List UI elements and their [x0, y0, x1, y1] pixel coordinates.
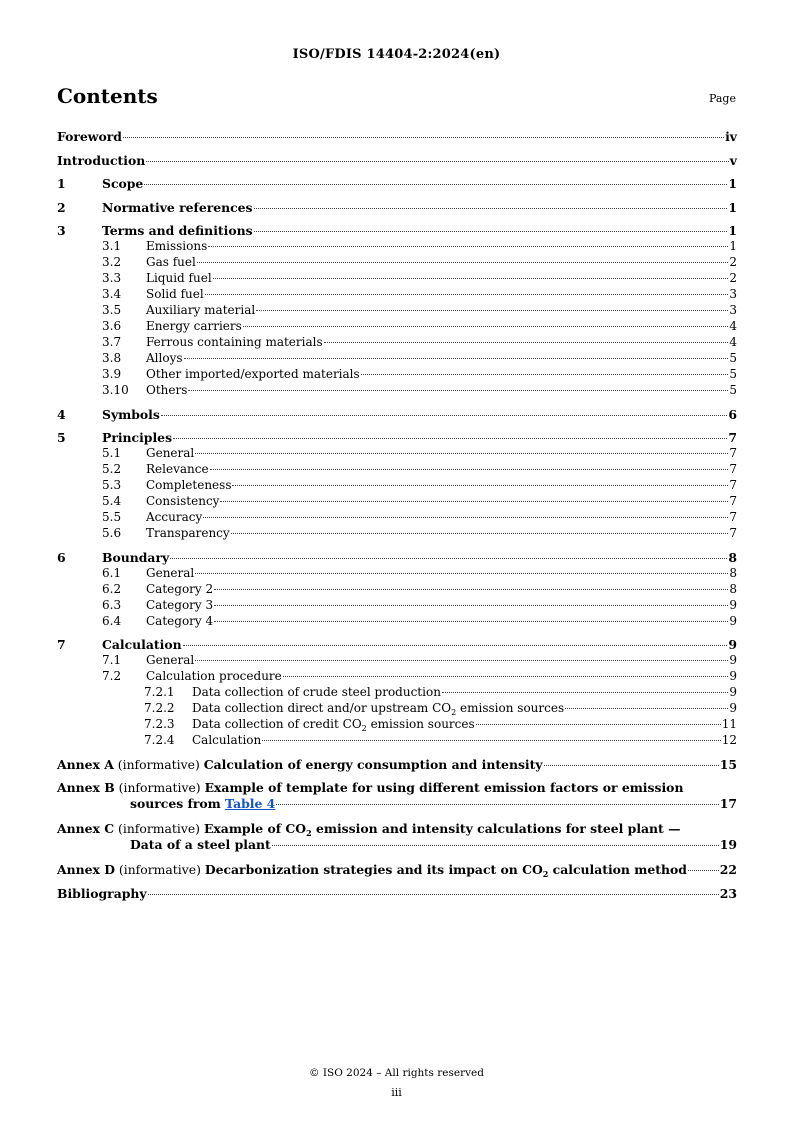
leader-dots [688, 870, 719, 871]
toc-page: 3 [729, 287, 737, 302]
leader-dots [213, 278, 729, 279]
toc-title [192, 701, 564, 716]
toc-page: 8 [728, 549, 737, 565]
leader-dots [565, 708, 728, 709]
toc-entry-7-2-2[interactable] [57, 701, 737, 717]
toc-page: 1 [728, 199, 737, 215]
toc-page: 7 [729, 462, 737, 477]
annex-label: Annex D [57, 862, 115, 878]
toc-title: Category 2 [146, 581, 214, 596]
subscript: 2 [361, 724, 367, 734]
leader-dots [262, 740, 720, 741]
annex-label: Annex B [57, 780, 115, 796]
toc-title: Energy carriers [146, 319, 242, 334]
leader-dots [195, 573, 728, 574]
leader-dots [232, 485, 728, 486]
toc-entry-5-5[interactable] [57, 510, 737, 526]
toc-page: 7 [729, 526, 737, 541]
toc-number: 1 [57, 176, 66, 192]
annex-type: (informative) [113, 756, 204, 772]
toc-page: 4 [729, 319, 737, 334]
toc-number: 7 [57, 637, 66, 653]
toc-entry-5-1[interactable] [57, 446, 737, 462]
toc-entry-7-1[interactable] [57, 653, 737, 669]
toc-page: 7 [729, 494, 737, 509]
toc-entry-principles[interactable] [57, 430, 737, 446]
annex-type: (informative) [114, 821, 204, 837]
annex-title: Calculation of energy consumption and intensity [203, 756, 543, 772]
leader-dots [220, 501, 728, 502]
toc-number: 5.2 [102, 462, 122, 477]
toc-title: Transparency [146, 526, 230, 541]
toc-title: Others [146, 383, 188, 398]
toc-title: Solid fuel [146, 287, 204, 302]
toc-page: v [729, 152, 737, 168]
toc-entry-5-2[interactable] [57, 462, 737, 478]
toc-title: Normative references [102, 199, 253, 215]
subscript: 2 [306, 828, 312, 839]
toc-number: 7.2 [102, 669, 122, 684]
annex-title-part: calculation method [548, 862, 687, 878]
leader-dots [231, 533, 729, 534]
toc-number: 6 [57, 549, 66, 565]
leader-dots [442, 692, 728, 693]
toc-number: 5.1 [102, 446, 122, 461]
toc-number: 3.3 [102, 271, 122, 286]
toc-page: 9 [728, 637, 737, 653]
annex-type: (informative) [114, 862, 205, 878]
toc-number: 4 [57, 406, 66, 422]
toc-entry-scope[interactable] [57, 176, 737, 200]
annex-label: Annex C [57, 821, 115, 837]
annex-title [204, 821, 681, 837]
toc-page: 17 [719, 796, 737, 812]
leader-dots [254, 208, 728, 209]
toc-number: 3 [57, 223, 66, 239]
toc-entry-3-3[interactable] [57, 271, 737, 287]
toc-page: 9 [729, 685, 737, 700]
toc-entry-normative-references[interactable] [57, 200, 737, 224]
leader-dots [361, 374, 729, 375]
leader-dots [161, 415, 728, 416]
page-column-label: Page [708, 92, 736, 105]
leader-dots [146, 161, 729, 162]
toc-page: 9 [729, 701, 737, 716]
toc-entry-6-3[interactable] [57, 598, 737, 614]
toc-number: 3.2 [102, 255, 122, 270]
copyright-notice: © ISO 2024 – All rights reserved [309, 1067, 484, 1079]
leader-dots [205, 294, 729, 295]
toc-page: 8 [729, 581, 737, 596]
toc-entry-bibliography[interactable] [57, 886, 737, 910]
toc-page: 8 [729, 565, 737, 580]
toc-title: Completeness [146, 478, 232, 493]
leader-dots [272, 845, 719, 846]
toc-title: Accuracy [146, 510, 203, 525]
toc-number: 5.4 [102, 494, 122, 509]
leader-dots [283, 676, 729, 677]
toc-entry-boundary[interactable] [57, 550, 737, 566]
toc-title-part: emission sources [366, 717, 475, 732]
toc-title: Scope [102, 176, 144, 192]
toc-title: Liquid fuel [146, 271, 212, 286]
toc-number: 7.2.2 [144, 701, 175, 716]
toc-entry-3-9[interactable] [57, 367, 737, 383]
toc-title [192, 717, 475, 732]
toc-entry-5-3[interactable] [57, 478, 737, 494]
table-4-link[interactable]: Table 4 [225, 796, 276, 812]
toc-number: 5 [57, 430, 66, 446]
annex-title-part: emission and intensity calculations for steel plant — [311, 821, 681, 837]
toc-entry-3-1[interactable] [57, 239, 737, 255]
subscript: 2 [451, 708, 457, 718]
leader-dots [173, 438, 727, 439]
leader-dots [208, 246, 728, 247]
toc-page: 7 [729, 446, 737, 461]
toc-page: 3 [729, 303, 737, 318]
toc-title: Foreword [57, 129, 122, 144]
toc-title: Other imported/exported materials [146, 367, 360, 382]
toc-entry-symbols[interactable] [57, 407, 737, 431]
toc-page: 12 [721, 733, 737, 748]
toc-entry-3-6[interactable] [57, 319, 737, 335]
toc-page: 5 [729, 367, 737, 382]
toc-entry-terms-and-definitions[interactable] [57, 223, 737, 239]
toc-title: Gas fuel [146, 255, 196, 270]
toc-entry-3-8[interactable] [57, 351, 737, 367]
leader-dots [170, 558, 727, 559]
annex-title-cont: Data of a steel plant [130, 837, 271, 853]
toc-number: 3.5 [102, 303, 122, 318]
toc-title: General [146, 446, 195, 461]
toc-number: 3.4 [102, 287, 122, 302]
leader-dots [197, 262, 729, 263]
toc-number: 5.5 [102, 510, 122, 525]
leader-dots [214, 621, 728, 622]
leader-dots [324, 342, 729, 343]
toc-page: 9 [729, 597, 737, 612]
leader-dots [183, 645, 728, 646]
toc-page: iv [725, 129, 737, 144]
leader-dots [184, 358, 729, 359]
toc-page: 4 [729, 335, 737, 350]
toc-number: 7.2.1 [144, 685, 175, 700]
leader-dots [123, 137, 724, 138]
toc-page: 6 [728, 406, 737, 422]
toc-page: 22 [719, 862, 737, 878]
contents-title: Contents [57, 84, 158, 108]
toc-entry-6-1[interactable] [57, 566, 737, 582]
leader-dots [256, 310, 728, 311]
toc-title: Category 3 [146, 597, 214, 612]
toc-entry-calculation[interactable] [57, 637, 737, 653]
toc-number: 2 [57, 199, 66, 215]
annex-title: Example of template for using different emission factors or emission [204, 780, 684, 796]
toc-entry-3-10[interactable] [57, 383, 737, 407]
toc-page: 7 [728, 430, 737, 446]
toc-entry-5-6[interactable] [57, 526, 737, 550]
toc-title-part: Data collection of credit CO [192, 717, 362, 732]
leader-dots [148, 894, 719, 895]
annex-title-cont: sources from [130, 796, 226, 812]
toc-title: Auxiliary material [146, 303, 256, 318]
toc-number: 6.2 [102, 581, 122, 596]
leader-dots [203, 517, 728, 518]
toc-title: Calculation [192, 733, 262, 748]
toc-title: Emissions [146, 239, 208, 254]
toc-number: 7.2.4 [144, 733, 175, 748]
toc-entry-3-4[interactable] [57, 287, 737, 303]
toc-page: 7 [729, 478, 737, 493]
toc-number: 3.10 [102, 383, 129, 398]
annex-title-part: Example of CO [203, 821, 307, 837]
toc-number: 5.3 [102, 478, 122, 493]
leader-dots [544, 765, 719, 766]
leader-dots [243, 326, 729, 327]
toc-number: 6.1 [102, 565, 122, 580]
leader-dots [254, 231, 728, 232]
leader-dots [214, 605, 728, 606]
toc-page: 5 [729, 383, 737, 398]
annex-type: (informative) [114, 780, 205, 796]
toc-page: 9 [729, 653, 737, 668]
toc-title: Calculation [102, 637, 182, 653]
table-of-contents [57, 129, 737, 910]
leader-dots [144, 184, 727, 185]
page-number: iii [391, 1086, 402, 1099]
toc-number: 6.4 [102, 613, 122, 628]
toc-number: 3.1 [102, 239, 122, 254]
toc-page: 7 [729, 510, 737, 525]
toc-entry-foreword[interactable] [57, 129, 737, 153]
toc-title: Data collection of crude steel production [192, 685, 441, 700]
toc-page: 1 [729, 239, 737, 254]
toc-entry-7-2-4[interactable] [57, 733, 737, 757]
toc-title: Bibliography [57, 886, 147, 902]
toc-entry-6-2[interactable] [57, 582, 737, 598]
document-id: ISO/FDIS 14404-2:2024(en) [292, 47, 501, 62]
toc-page: 23 [719, 886, 737, 902]
toc-page: 9 [729, 669, 737, 684]
leader-dots [210, 469, 729, 470]
toc-entry-annex-b[interactable] [57, 780, 737, 821]
toc-number: 7.2.3 [144, 717, 175, 732]
toc-number: 3.8 [102, 351, 122, 366]
toc-page: 1 [728, 223, 737, 239]
toc-entry-3-7[interactable] [57, 335, 737, 351]
annex-label: Annex A [57, 756, 114, 772]
toc-entry-annex-a[interactable] [57, 757, 737, 781]
toc-entry-annex-c[interactable] [57, 821, 737, 862]
leader-dots [188, 390, 728, 391]
toc-number: 3.7 [102, 335, 122, 350]
toc-entry-5-4[interactable] [57, 494, 737, 510]
toc-title: Category 4 [146, 613, 214, 628]
annex-title-part: Decarbonization strategies and its impact on CO [204, 862, 543, 878]
leader-dots [276, 804, 718, 805]
toc-page: 11 [721, 717, 737, 732]
toc-entry-7-2[interactable] [57, 669, 737, 685]
toc-page: 1 [728, 176, 737, 192]
toc-page: 2 [729, 271, 737, 286]
toc-title-part: Data collection direct and/or upstream CO [192, 701, 452, 716]
leader-dots [476, 724, 721, 725]
toc-page: 5 [729, 351, 737, 366]
toc-title: Alloys [146, 351, 183, 366]
toc-entry-annex-d[interactable] [57, 862, 737, 886]
toc-page: 15 [719, 756, 737, 772]
annex-title [205, 862, 687, 878]
toc-page: 2 [729, 255, 737, 270]
toc-title: Principles [102, 430, 173, 446]
toc-title: Relevance [146, 462, 209, 477]
subscript: 2 [542, 869, 549, 880]
toc-page: 19 [719, 837, 737, 853]
toc-title: Introduction [57, 152, 146, 168]
toc-entry-7-2-1[interactable] [57, 685, 737, 701]
toc-number: 6.3 [102, 597, 122, 612]
toc-number: 3.9 [102, 367, 122, 382]
toc-number: 3.6 [102, 319, 122, 334]
toc-title-part: emission sources [456, 701, 565, 716]
leader-dots [195, 453, 728, 454]
toc-entry-6-4[interactable] [57, 614, 737, 638]
toc-page: 9 [729, 613, 737, 628]
toc-number: 5.6 [102, 526, 122, 541]
toc-entry-3-5[interactable] [57, 303, 737, 319]
toc-title: Calculation procedure [146, 669, 282, 684]
toc-entry-3-2[interactable] [57, 255, 737, 271]
toc-title: Consistency [146, 494, 220, 509]
toc-number: 7.1 [102, 653, 122, 668]
toc-title: Ferrous containing materials [146, 335, 323, 350]
toc-title: Terms and definitions [102, 223, 253, 239]
leader-dots [214, 589, 728, 590]
leader-dots [195, 660, 728, 661]
toc-title: Symbols [102, 406, 160, 422]
toc-title: Boundary [102, 549, 170, 565]
toc-title: General [146, 653, 195, 668]
toc-entry-7-2-3[interactable] [57, 717, 737, 733]
toc-title: General [146, 565, 195, 580]
toc-entry-introduction[interactable] [57, 153, 737, 177]
